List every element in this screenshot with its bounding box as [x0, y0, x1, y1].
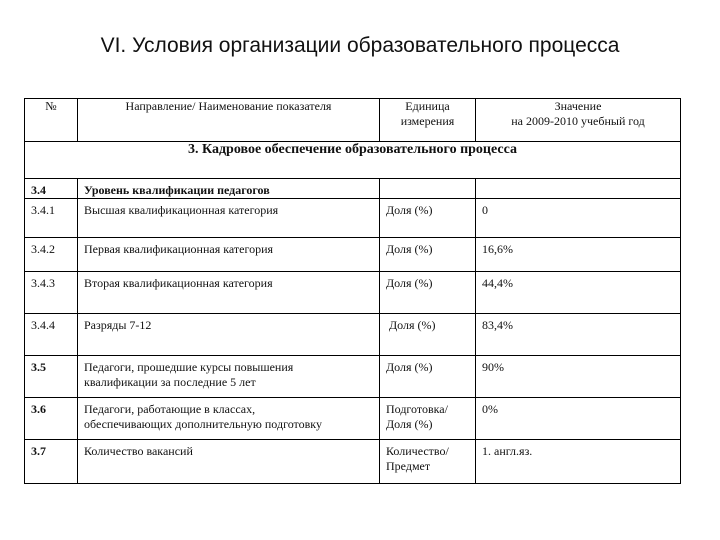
row-unit: Доля (%) [380, 356, 476, 398]
table-row [25, 179, 681, 199]
row-number: 3.4.4 [25, 314, 78, 356]
header-value [476, 99, 681, 142]
row-number: 3.4.3 [25, 272, 78, 314]
row-value: 0% [476, 398, 681, 440]
row-name-line-1: Педагоги, прошедшие курсы повышения [84, 360, 294, 374]
row-unit: Доля (%) [380, 314, 476, 356]
row-name: Разряды 7-12 [78, 314, 380, 356]
row-name: Высшая квалификационная категория [78, 199, 380, 238]
row-unit-line-1: Подготовка/ [386, 402, 448, 416]
row-unit: Доля (%) [380, 238, 476, 272]
table-row [25, 199, 681, 238]
staffing-table [24, 98, 681, 484]
row-name: Уровень квалификации педагогов [78, 179, 380, 199]
header-name: Направление/ Наименование показателя [78, 99, 380, 142]
row-value [476, 179, 681, 199]
table-row [25, 356, 681, 398]
row-value: 0 [476, 199, 681, 238]
row-name: Количество вакансий [78, 440, 380, 484]
table-row [25, 238, 681, 272]
table-header-row [25, 99, 681, 142]
table-row [25, 440, 681, 484]
section-row [25, 142, 681, 179]
header-unit [380, 99, 476, 142]
row-unit-line-1: Количество/ [386, 444, 449, 458]
row-number: 3.5 [25, 356, 78, 398]
table-row [25, 272, 681, 314]
row-name-line-2: квалификации за последние 5 лет [84, 375, 256, 389]
row-number: 3.4.2 [25, 238, 78, 272]
table-row [25, 398, 681, 440]
header-number: № [25, 99, 78, 142]
row-name-line-2: обеспечивающих дополнительную подготовку [84, 417, 322, 431]
row-unit [380, 179, 476, 199]
row-unit [380, 398, 476, 440]
row-number: 3.4.1 [25, 199, 78, 238]
row-value: 83,4% [476, 314, 681, 356]
header-value-line-1: Значение [554, 99, 602, 113]
page-title: VI. Условия организации образовательного процесса [100, 34, 620, 57]
row-value: 1. англ.яз. [476, 440, 681, 484]
row-name [78, 398, 380, 440]
header-unit-line-1: Единица [405, 99, 450, 113]
header-value-line-2: на 2009-2010 учебный год [511, 114, 645, 128]
row-name-line-1: Педагоги, работающие в классах, [84, 402, 256, 416]
row-name: Вторая квалификационная категория [78, 272, 380, 314]
row-value: 90% [476, 356, 681, 398]
table-row [25, 314, 681, 356]
row-value: 44,4% [476, 272, 681, 314]
header-unit-line-2: измерения [400, 114, 455, 128]
row-number: 3.6 [25, 398, 78, 440]
row-value: 16,6% [476, 238, 681, 272]
row-unit: Доля (%) [380, 272, 476, 314]
row-unit-line-2: Предмет [386, 459, 431, 473]
row-unit: Доля (%) [380, 199, 476, 238]
row-name [78, 356, 380, 398]
row-number: 3.7 [25, 440, 78, 484]
row-number: 3.4 [25, 179, 78, 199]
row-unit-line-2: Доля (%) [386, 417, 433, 431]
section-title: 3. Кадровое обеспечение образовательного процесса [25, 142, 681, 179]
row-name: Первая квалификационная категория [78, 238, 380, 272]
row-unit [380, 440, 476, 484]
